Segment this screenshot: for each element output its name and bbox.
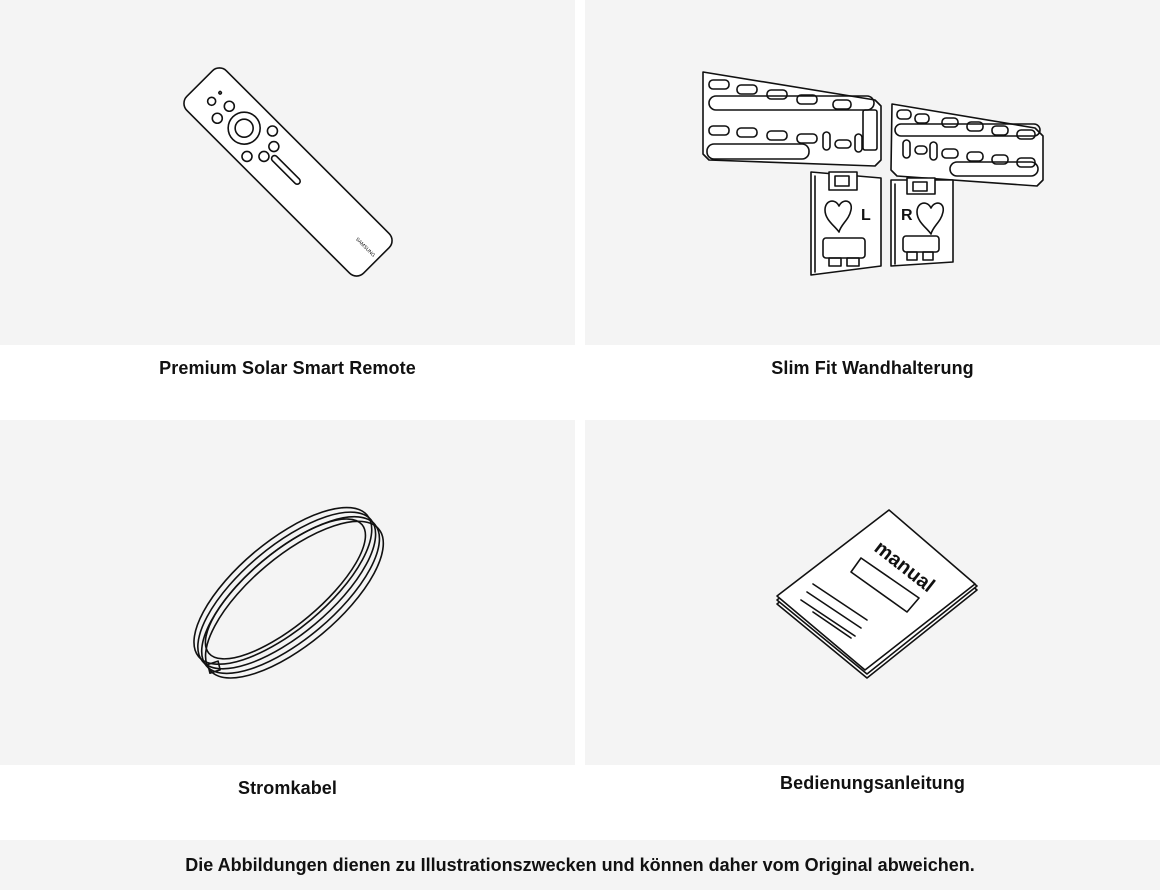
wall-mount-icon [585,0,1160,345]
manual-icon [585,420,1160,765]
svg-text:SAMSUNG: SAMSUNG [354,236,377,259]
product-tile-power-cable [0,420,575,765]
product-name-manual: Bedienungsanleitung [780,773,965,793]
product-name-wall-mount: Slim Fit Wandhalterung [771,358,974,378]
product-tile-wall-mount [585,0,1160,345]
product-name-power-cable: Stromkabel [237,778,338,798]
remote-control-icon [0,0,575,345]
product-name-remote: Premium Solar Smart Remote [159,358,416,378]
product-tile-remote [0,0,575,345]
power-cable-icon [0,420,575,765]
svg-text:L: L [861,207,871,224]
svg-text:R: R [901,207,913,224]
disclaimer-text: Die Abbildungen dienen zu Illustrationszwecken und können daher vom Original abweichen. [185,854,975,875]
footer-disclaimer [0,840,1160,890]
product-tile-manual [585,420,1160,765]
svg-text:manual: manual [869,536,939,598]
